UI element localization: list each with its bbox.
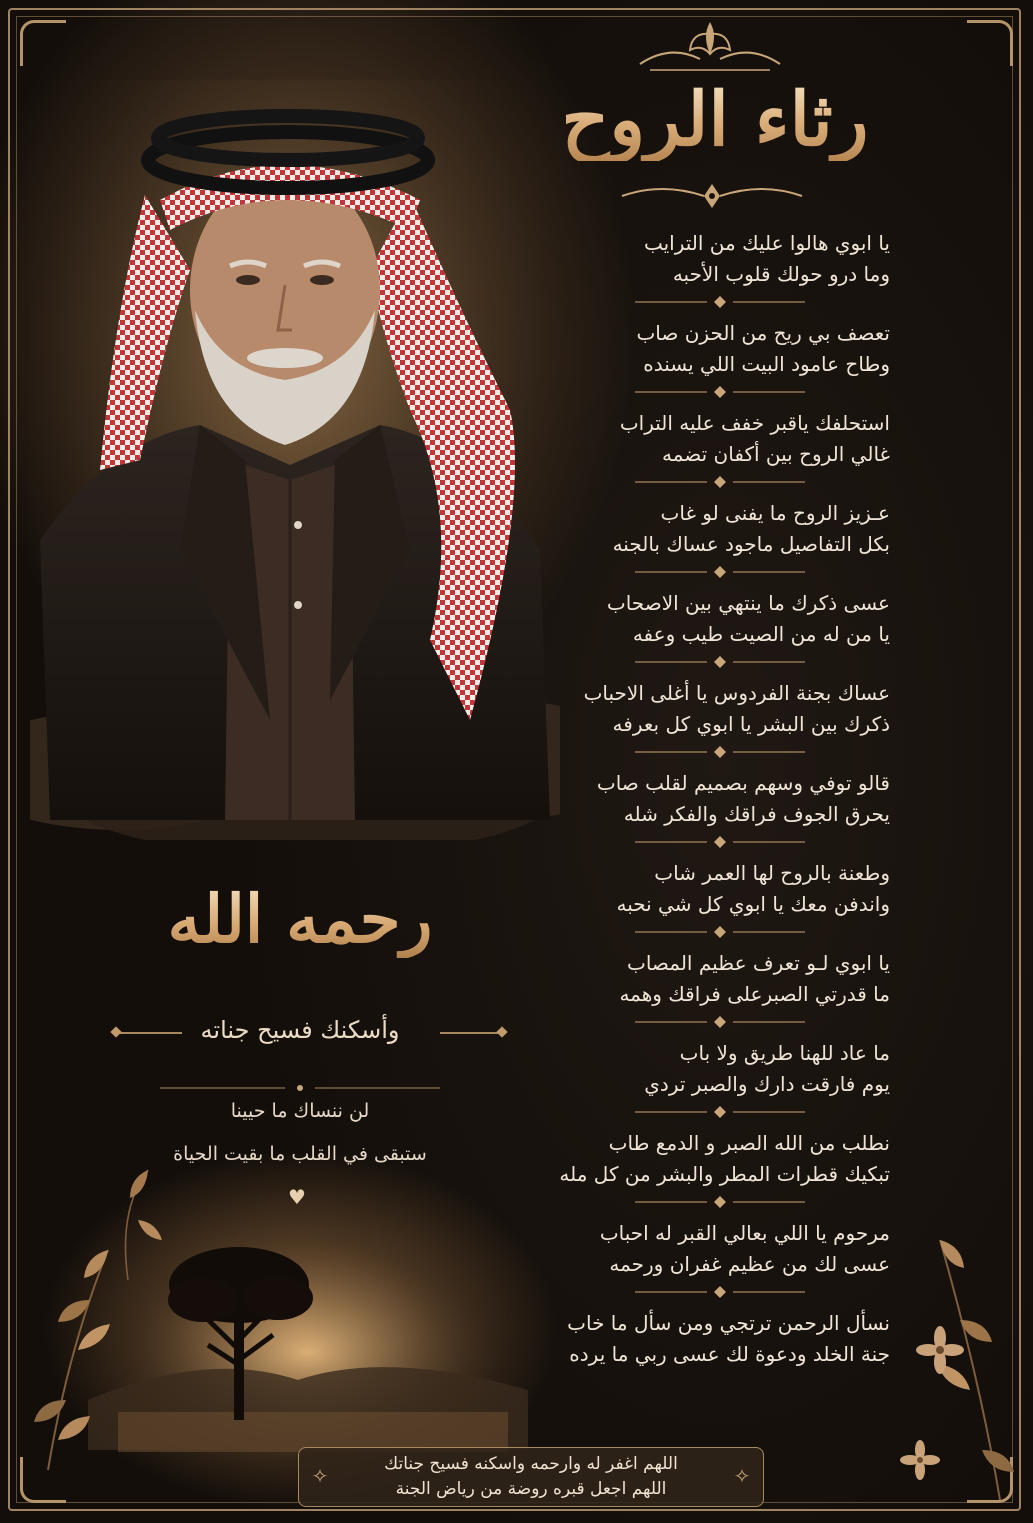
- divider-ornament: [635, 926, 805, 938]
- verse-line: يوم فارقت دارك والصبر تردي: [644, 1072, 890, 1096]
- divider-line: [440, 1032, 502, 1034]
- prayer-footer: [298, 1447, 764, 1507]
- verse-line: قالو توفي وسهم بصميم لقلب صاب: [596, 771, 890, 795]
- title-bottom-ornament: [612, 178, 812, 214]
- verse-line: تعصف بي ريح من الحزن صاب: [636, 321, 890, 345]
- stanza: [545, 1308, 890, 1398]
- verse-line: غالي الروح بين أكفان تضمه: [662, 442, 890, 466]
- verse-line: نطلب من الله الصبر و الدمع طاب: [608, 1131, 890, 1155]
- divider-ornament: [635, 296, 805, 308]
- divider-ornament: [635, 566, 805, 578]
- title-top-ornament: [630, 14, 790, 74]
- stanza: [545, 858, 890, 948]
- verse-line: وطاح عامود البيت اللي يسنده: [643, 352, 890, 376]
- verse-line: يا ابوي هالوا عليك من الترايب: [643, 231, 890, 255]
- stanza: [545, 948, 890, 1038]
- verse-line: عسى ذكرك ما ينتهي بين الاصحاب: [606, 591, 890, 615]
- stanza: [545, 408, 890, 498]
- verse-line: يحرق الجوف فراقك والفكر شله: [623, 802, 890, 826]
- poem-title: رثاء الروح: [520, 80, 910, 161]
- stanza: [545, 1218, 890, 1308]
- portrait-photo: [30, 80, 560, 840]
- verse-line: مرحوم يا اللي بعالي القبر له احباب: [599, 1221, 890, 1245]
- divider-ornament: [635, 656, 805, 668]
- verse-line: استحلفك ياقبر خفف عليه التراب: [619, 411, 890, 435]
- divider-ornament: [635, 476, 805, 488]
- verse-line: عسى لك من عظيم غفران ورحمه: [609, 1252, 890, 1276]
- corner-ornament: [967, 20, 1013, 66]
- floral-ornament: [880, 1200, 1020, 1500]
- poem-body: [545, 228, 890, 1398]
- ornament-icon: ✧: [733, 1464, 751, 1488]
- stanza: [545, 228, 890, 318]
- verse-line: جنة الخلد ودعوة لك عسى ربي ما يرده: [569, 1342, 890, 1366]
- verse-line: واندفن معك يا ابوي كل شي نحبه: [616, 892, 890, 916]
- verse-line: تبكيك قطرات المطر والبشر من كل مله: [559, 1162, 890, 1186]
- divider-ornament: [635, 1286, 805, 1298]
- verse-line: ما قدرتي الصبرعلى فراقك وهمه: [619, 982, 890, 1006]
- stanza: [545, 1128, 890, 1218]
- prayer-line: اللهم اغفر له وارحمه واسكنه فسيح جناتك: [384, 1454, 678, 1474]
- stanza: [545, 498, 890, 588]
- stanza: [545, 588, 890, 678]
- stanza: [545, 1038, 890, 1128]
- divider-ornament: [635, 1106, 805, 1118]
- divider-ornament: [160, 1078, 440, 1088]
- stanza: [545, 678, 890, 768]
- divider-ornament: [635, 1016, 805, 1028]
- stanza: [545, 768, 890, 858]
- stanza: [545, 318, 890, 408]
- verse-line: وطعنة بالروح لها العمر شاب: [654, 861, 890, 885]
- verse-line: عـزيز الروح ما يفنى لو غاب: [660, 501, 890, 525]
- verse-line: يا من له من الصيت طيب وعفه: [632, 622, 890, 646]
- divider-ornament: [635, 386, 805, 398]
- remembrance-line: لن ننساك ما حيينا: [230, 1100, 370, 1122]
- divider-ornament: [635, 836, 805, 848]
- verse-line: يا ابوي لـو تعرف عظيم المصاب: [627, 951, 890, 975]
- tree-landscape-illustration: [28, 1150, 588, 1490]
- verse-line: ذكرك بين البشر يا ابوي كل بعرفه: [612, 712, 890, 736]
- verse-line: عساك بجنة الفردوس يا أغلى الاحباب: [583, 681, 890, 705]
- prayer-line: اللهم اجعل قبره روضة من رياض الجنة: [395, 1479, 667, 1499]
- divider-ornament: [635, 1196, 805, 1208]
- verse-line: بكل التفاصيل ماجود عساك بالجنه: [612, 532, 890, 556]
- remembrance-line: ستبقى في القلب ما بقيت الحياة: [173, 1143, 427, 1165]
- verse-line: نسأل الرحمن ترتجي ومن سأل ما خاب: [567, 1311, 890, 1335]
- verse-line: وما درو حولك قلوب الأحبه: [672, 262, 890, 286]
- askanak-text: وأسكنك فسيح جناته: [200, 1016, 400, 1044]
- verse-line: ما عاد للهنا طريق ولا باب: [679, 1041, 890, 1065]
- rahimahu-allah-calligraphy: رحمه الله: [150, 880, 450, 958]
- divider-ornament: [635, 746, 805, 758]
- corner-ornament: [20, 20, 66, 66]
- ornament-icon: ✧: [311, 1464, 329, 1488]
- heart-icon: ♥: [288, 1185, 306, 1209]
